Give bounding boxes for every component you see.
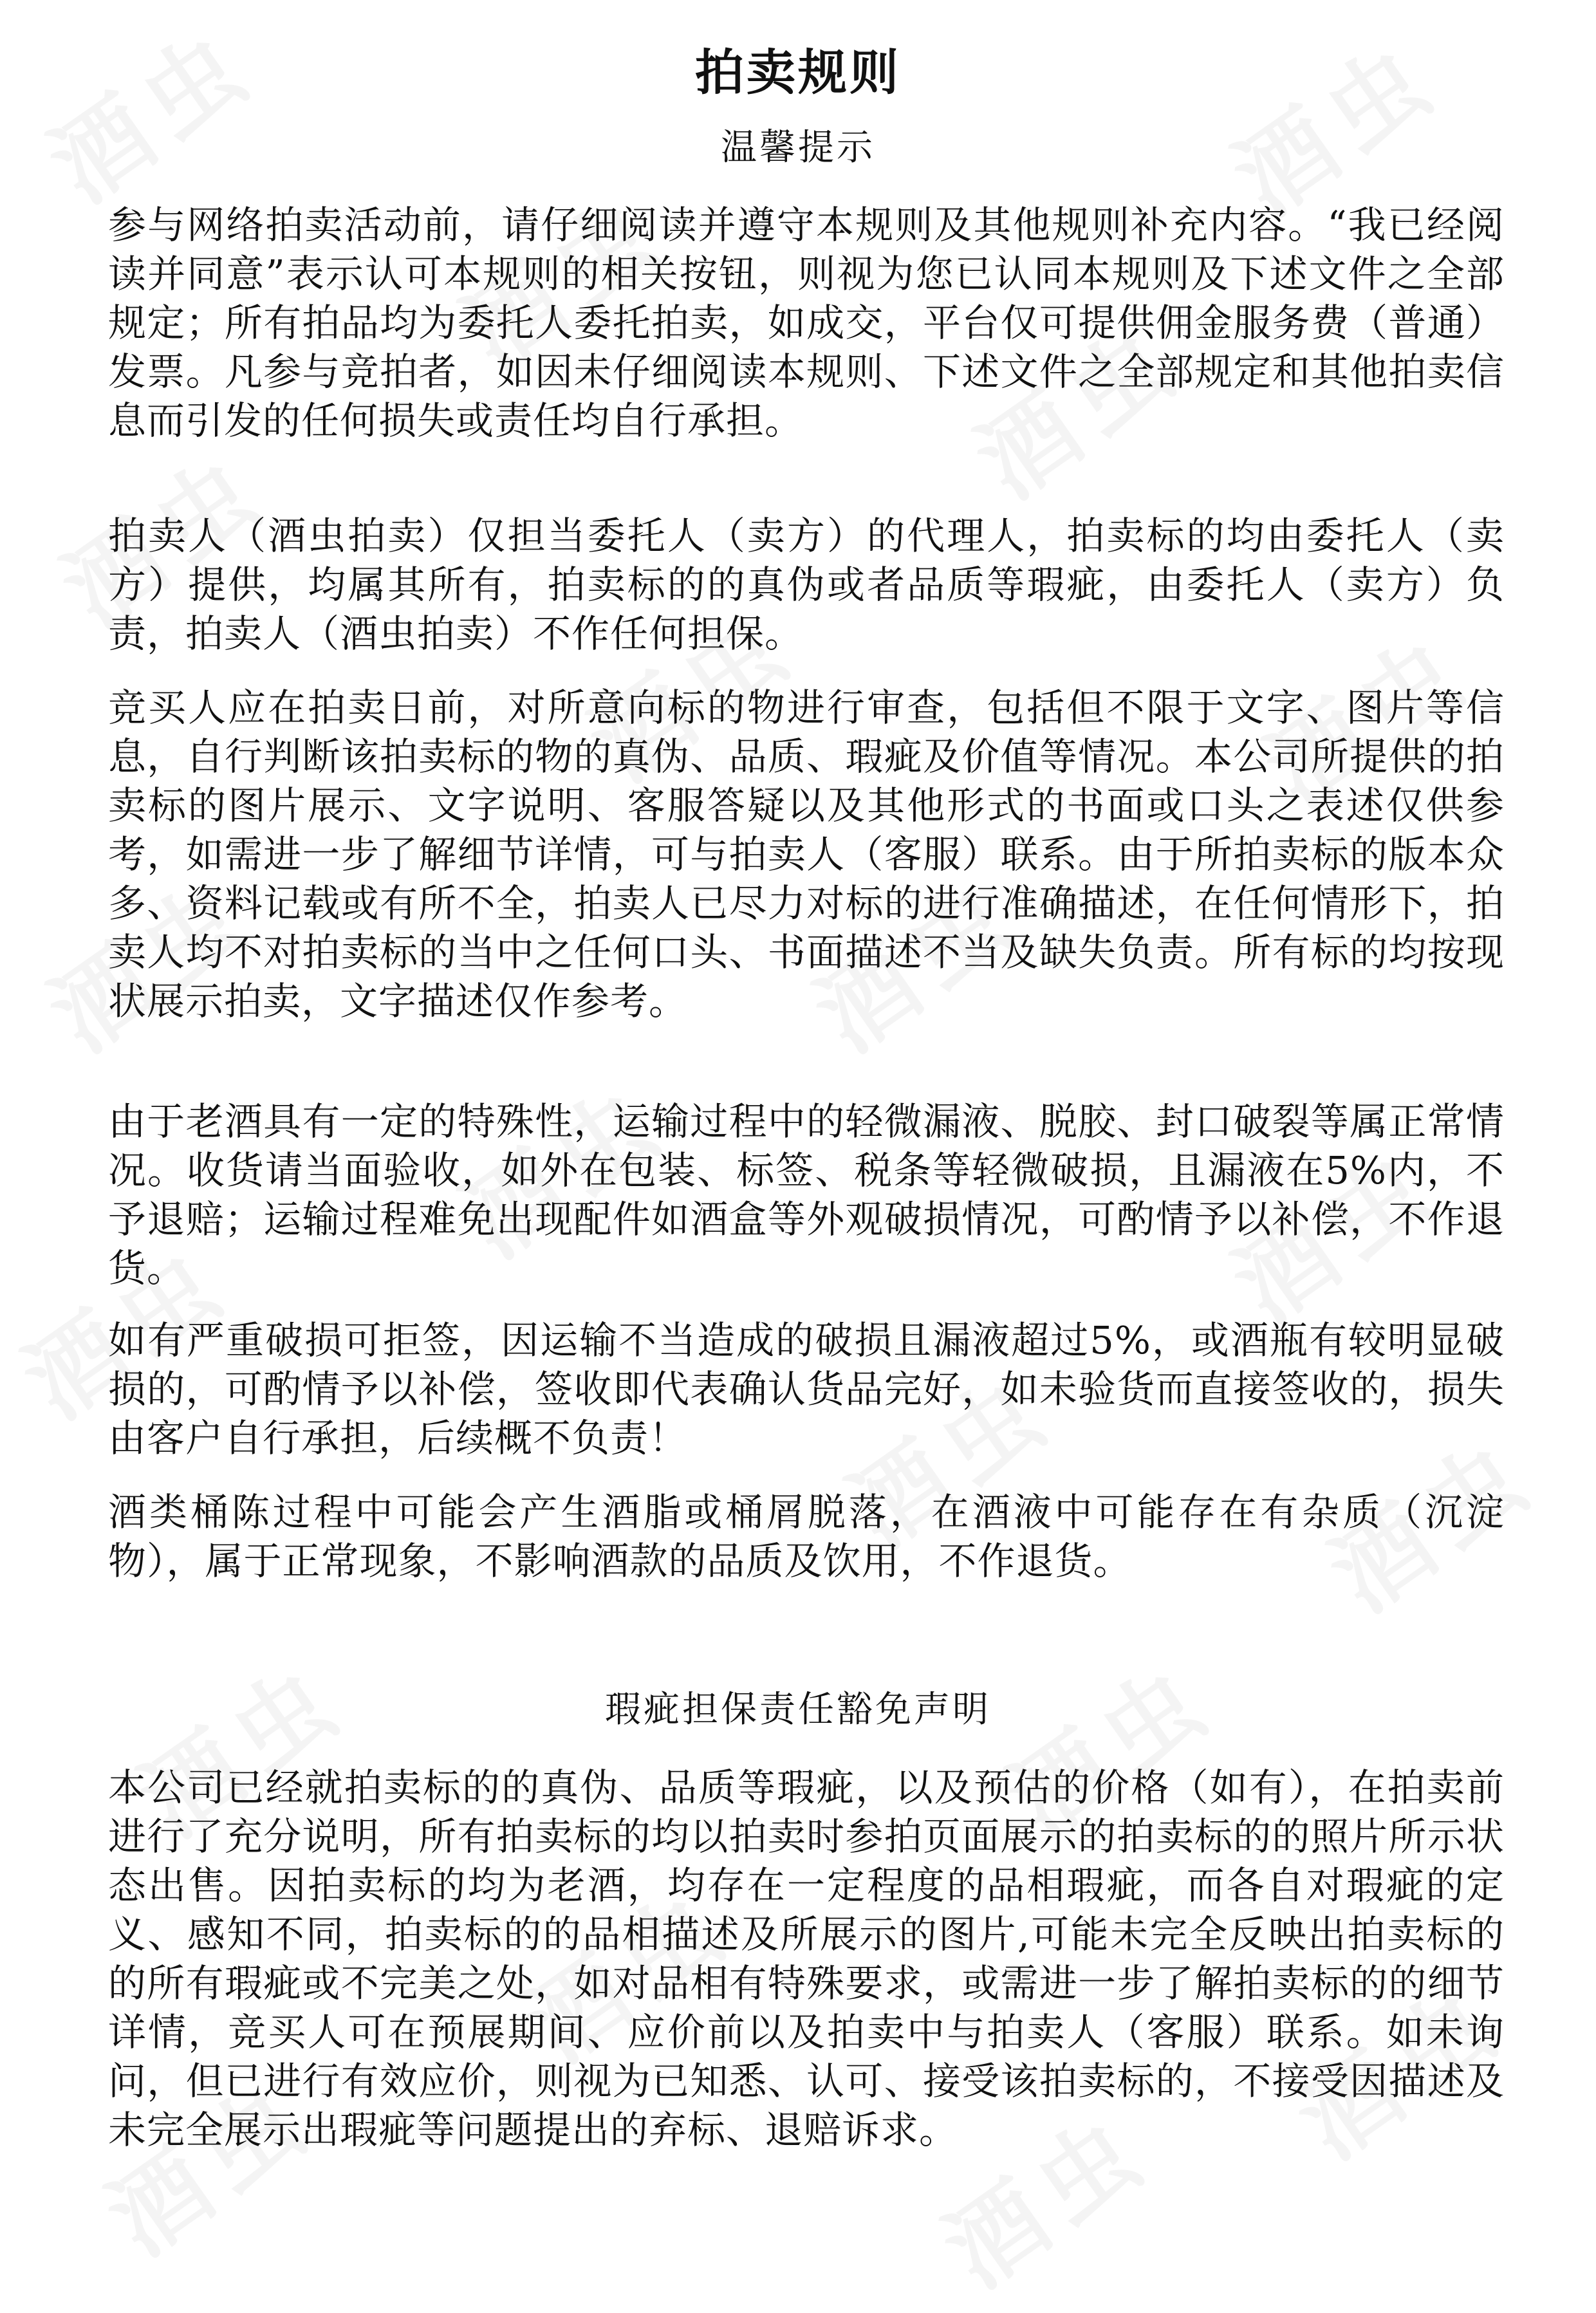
section-heading-tips: 温馨提示 bbox=[721, 127, 875, 169]
paragraph: 本公司已经就拍卖标的的真伪、品质等瑕疵，以及预估的价格（如有），在拍卖前进行了充分说明，所有拍卖标的均以拍卖时参拍页面展示的拍卖标的的照片所示状态出售。因拍卖标的均为老酒，均存在一定程度的品相瑕疵，而各自对瑕疵的定义、感知不同，拍卖标的的品相描述及所展示的图片,可能未完全反映出拍卖标的的所有瑕疵或不完美之处，如对品相有特殊要求，或需进一步了解拍卖标的的细节详情，竞买人可在预展期间、应价前以及拍卖中与拍卖人（客服）联系。如未询问，但已进行有效应价，则视为已知悉、认可、接受该拍卖标的，不接受因描述及未完全展示出瑕疵等问题提出的弃标、退赔诉求。 bbox=[108, 1765, 1505, 2152]
document-title: 拍卖规则 bbox=[695, 44, 901, 101]
paragraph: 参与网络拍卖活动前，请仔细阅读并遵守本规则及其他规则补充内容。“我已经阅读并同意”表示认可本规则的相关按钮，则视为您已认同本规则及下述文件之全部规定；所有拍品均为委托人委托拍卖，如成交，平台仅可提供佣金服务费（普通）发票。凡参与竞拍者，如因未仔细阅读本规则、下述文件之全部规定和其他拍卖信息而引发的任何损失或责任均自行承担。 bbox=[108, 203, 1505, 443]
paragraph: 酒类桶陈过程中可能会产生酒脂或桶屑脱落，在酒液中可能存在有杂质（沉淀物），属于正常现象，不影响酒款的品质及饮用，不作退货。 bbox=[108, 1490, 1505, 1583]
paragraph: 竞买人应在拍卖日前，对所意向标的物进行审查，包括但不限于文字、图片等信息，自行判断该拍卖标的物的真伪、品质、瑕疵及价值等情况。本公司所提供的拍卖标的图片展示、文字说明、客服答疑以及其他形式的书面或口头之表述仅供参考，如需进一步了解细节详情，可与拍卖人（客服）联系。由于所拍卖标的版本众多、资料记载或有所不全，拍卖人已尽力对标的进行准确描述，在任何情形下，拍卖人均不对拍卖标的当中之任何口头、书面描述不当及缺失负责。所有标的均按现状展示拍卖，文字描述仅作参考。 bbox=[108, 685, 1505, 1023]
paragraph: 由于老酒具有一定的特殊性，运输过程中的轻微漏液、脱胶、封口破裂等属正常情况。收货请当面验收，如外在包装、标签、税条等轻微破损，且漏液在5%内，不予退赔；运输过程难免出现配件如酒盒等外观破损情况，可酌情予以补偿，不作退货。 bbox=[108, 1099, 1505, 1290]
paragraph: 拍卖人（酒虫拍卖）仅担当委托人（卖方）的代理人，拍卖标的均由委托人（卖方）提供，均属其所有，拍卖标的的真伪或者品质等瑕疵，由委托人（卖方）负责，拍卖人（酒虫拍卖）不作任何担保。 bbox=[108, 514, 1505, 656]
paragraph: 如有严重破损可拒签，因运输不当造成的破损且漏液超过5%，或酒瓶有较明显破损的，可酌情予以补偿，签收即代表确认货品完好，如未验货而直接签收的，损失由客户自行承担，后续概不负责！ bbox=[108, 1318, 1505, 1460]
section-heading-disclaimer: 瑕疵担保责任豁免声明 bbox=[605, 1689, 991, 1731]
